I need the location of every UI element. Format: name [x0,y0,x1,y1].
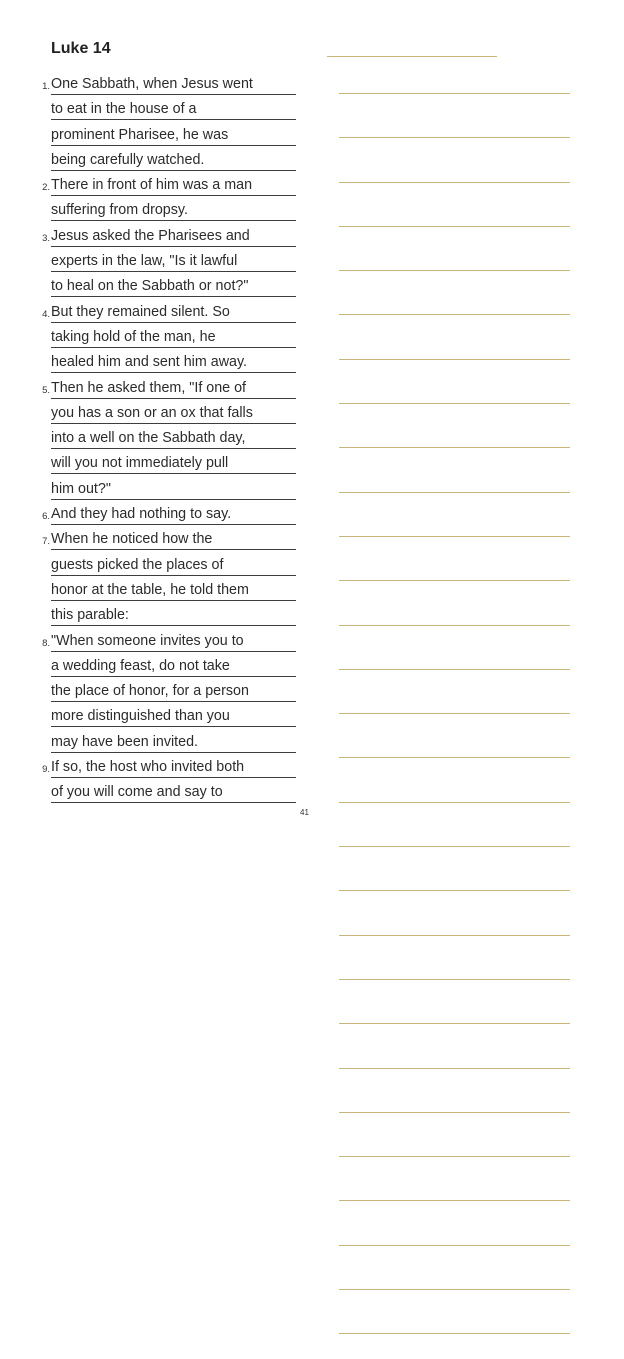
handwriting-line [339,846,570,871]
handwriting-line [339,137,570,162]
handwriting-line [339,1333,570,1358]
verse-line [28,352,296,377]
ruled-line [339,1112,570,1113]
verse-number: 2. [42,182,50,194]
verse-line [28,125,296,150]
verse-text: of you will come and say to [51,782,296,803]
verse-text: suffering from dropsy. [51,200,296,221]
verse-line [28,782,296,807]
verse-line [28,681,296,706]
ruled-line [339,935,570,936]
ruled-line [339,1289,570,1290]
verse-number: 8. [42,637,50,649]
ruled-line [339,979,570,980]
verse-text: And they had nothing to say. [51,504,296,525]
copy-writing-column [339,74,570,1359]
ruled-line [339,137,570,138]
handwriting-line [339,713,570,738]
handwriting-line [339,536,570,561]
verse-number: 7. [42,536,50,548]
ruled-line [339,580,570,581]
verse-text: may have been invited. [51,732,296,753]
ruled-line [339,226,570,227]
scripture-text-column [28,74,296,808]
verse-line [28,327,296,352]
verse-text: prominent Pharisee, he was [51,125,296,146]
verse-line [28,656,296,681]
verse-text: to heal on the Sabbath or not?" [51,276,296,297]
verse-line [28,428,296,453]
verse-line [28,555,296,580]
handwriting-line [339,1156,570,1181]
ruled-line [339,403,570,404]
handwriting-line [339,314,570,339]
ruled-line [339,713,570,714]
ruled-line [339,492,570,493]
verse-line [28,580,296,605]
handwriting-line [339,1023,570,1048]
handwriting-line [339,979,570,1004]
verse-text: But they remained silent. So [51,302,296,323]
ruled-line [339,1023,570,1024]
name-writing-line [327,56,497,57]
ruled-line [339,359,570,360]
handwriting-line [339,270,570,295]
verse-line [28,403,296,428]
ruled-line [339,1156,570,1157]
handwriting-line [339,1112,570,1137]
verse-number: 3. [42,232,50,244]
verse-text: Then he asked them, "If one of [51,378,296,399]
verse-text: experts in the law, "Is it lawful [51,251,296,272]
verse-text: will you not immediately pull [51,453,296,474]
verse-line [28,706,296,731]
handwriting-line [339,447,570,472]
ruled-line [339,536,570,537]
handwriting-line [339,802,570,827]
ruled-line [339,1245,570,1246]
verse-line [28,150,296,175]
ruled-line [339,93,570,94]
verse-text: guests picked the places of [51,555,296,576]
verse-text: into a well on the Sabbath day, [51,428,296,449]
verse-text: to eat in the house of a [51,99,296,120]
ruled-line [339,846,570,847]
ruled-line [339,1333,570,1334]
ruled-line [339,669,570,670]
handwriting-line [339,359,570,384]
verse-number: 6. [42,511,50,523]
ruled-line [339,890,570,891]
verse-text: One Sabbath, when Jesus went [51,74,296,95]
handwriting-line [339,492,570,517]
verse-line [28,226,296,251]
verse-text: When he noticed how the [51,529,296,550]
verse-line [28,74,296,99]
verse-text: being carefully watched. [51,150,296,171]
handwriting-line [339,669,570,694]
verse-line [28,99,296,124]
verse-text: taking hold of the man, he [51,327,296,348]
ruled-line [339,1200,570,1201]
verse-line [28,504,296,529]
verse-text: healed him and sent him away. [51,352,296,373]
verse-text: Jesus asked the Pharisees and [51,226,296,247]
handwriting-line [339,226,570,251]
verse-text: the place of honor, for a person [51,681,296,702]
verse-line [28,251,296,276]
verse-text: "When someone invites you to [51,631,296,652]
handwriting-line [339,757,570,782]
verse-line [28,200,296,225]
verse-text: If so, the host who invited both [51,757,296,778]
handwriting-line [339,580,570,605]
verse-text: There in front of him was a man [51,175,296,196]
verse-number: 5. [42,384,50,396]
ruled-line [339,447,570,448]
verse-line [28,631,296,656]
ruled-line [339,802,570,803]
verse-number: 9. [42,764,50,776]
ruled-line [339,757,570,758]
verse-text: this parable: [51,605,296,626]
page-number: 41 [300,808,309,817]
handwriting-line [339,1068,570,1093]
handwriting-line [339,1200,570,1225]
verse-number: 4. [42,308,50,320]
verse-line [28,479,296,504]
handwriting-line [339,1245,570,1270]
page-title: Luke 14 [51,40,111,57]
handwriting-line [339,625,570,650]
verse-line [28,757,296,782]
verse-number: 1. [42,81,50,92]
verse-line [28,378,296,403]
handwriting-line [339,935,570,960]
handwriting-line [339,890,570,915]
handwriting-line [339,182,570,207]
verse-line [28,732,296,757]
verse-line [28,605,296,630]
verse-text: you has a son or an ox that falls [51,403,296,424]
verse-line [28,529,296,554]
ruled-line [339,625,570,626]
handwriting-line [339,1289,570,1314]
verse-text: more distinguished than you [51,706,296,727]
verse-text: a wedding feast, do not take [51,656,296,677]
ruled-line [339,1068,570,1069]
ruled-line [339,182,570,183]
verse-line [28,453,296,478]
verse-line [28,175,296,200]
verse-line [28,276,296,301]
verse-text: him out?" [51,479,296,500]
ruled-line [339,314,570,315]
verse-line [28,302,296,327]
ruled-line [339,270,570,271]
verse-text: honor at the table, he told them [51,580,296,601]
handwriting-line [339,403,570,428]
handwriting-line [339,93,570,118]
